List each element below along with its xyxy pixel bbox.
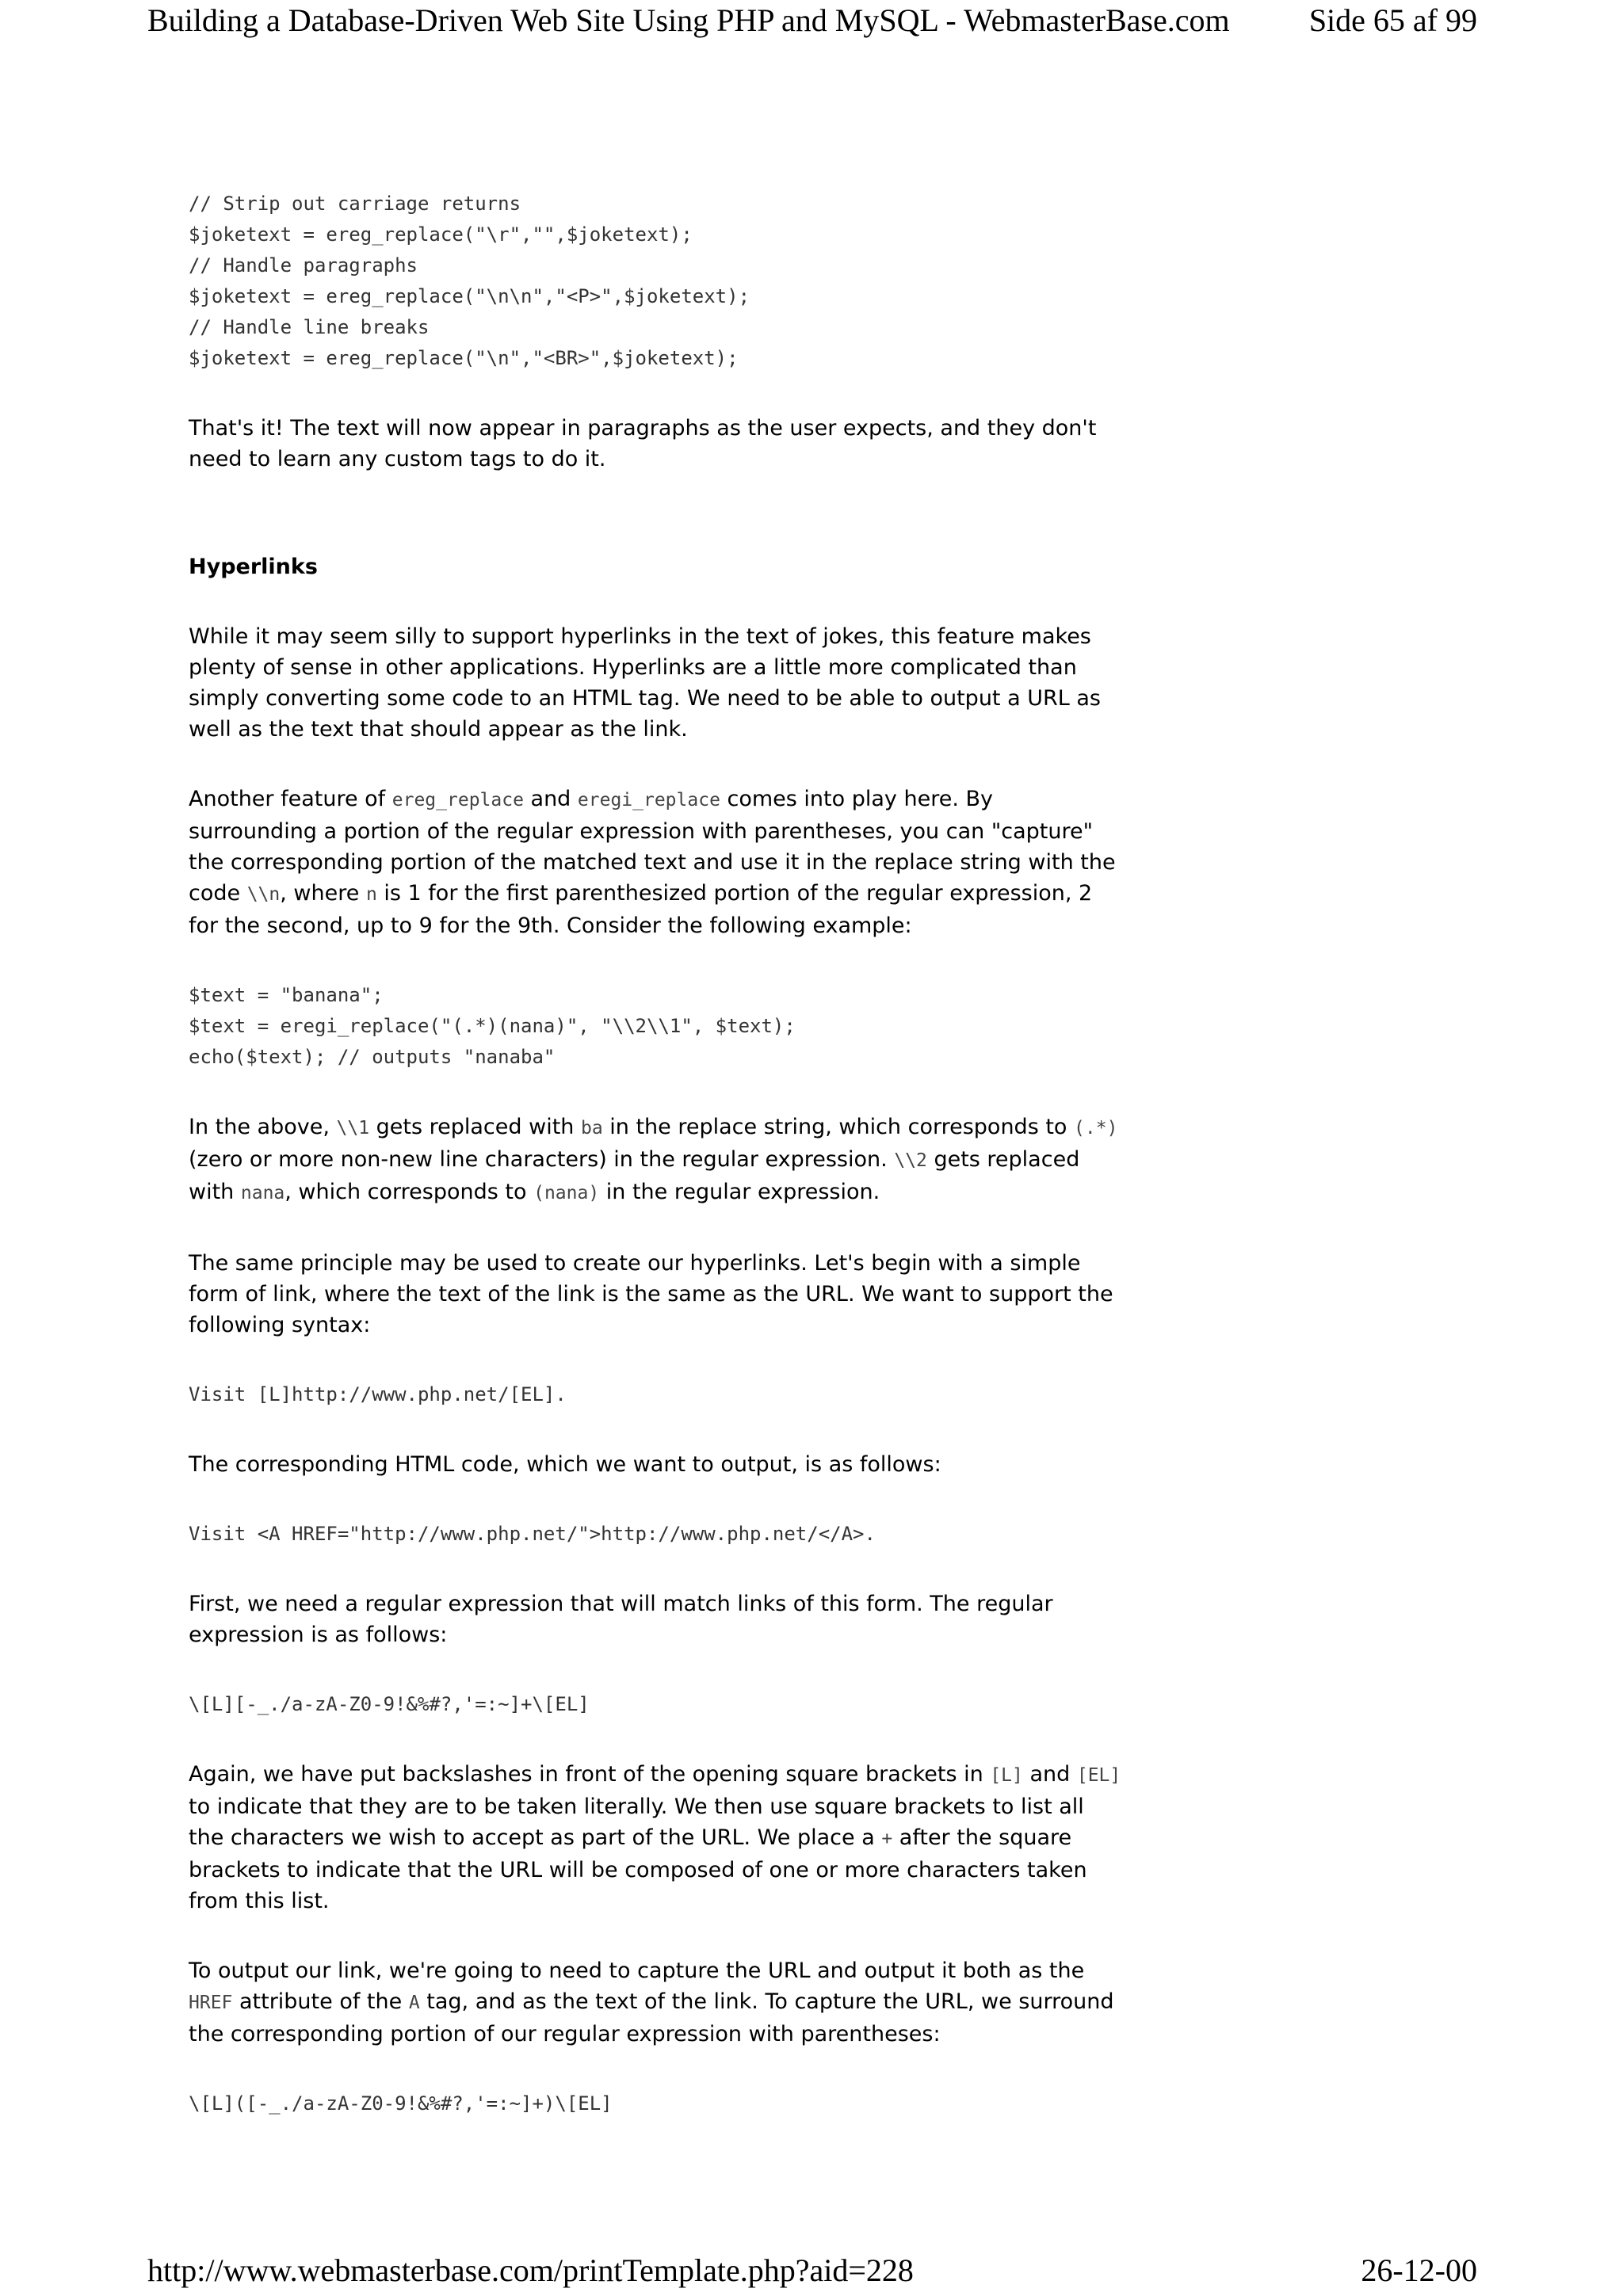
code-line: // Handle line breaks: [189, 316, 430, 338]
paragraph-capture-feature: Another feature of ereg_replace and eregi_replace comes into play here. By surrounding a portion of the regular expression with parentheses, you can "capture" the corresponding portion of the matched text and use it in the replace string with the code \\n, where n is 1 for the first parenthesized portion of the regular expression, 2 for the second, up to 9 for the 9th. Consider the following example:: [189, 787, 1116, 938]
code-html-output: Visit <A HREF="http://www.php.net/">http://www.php.net/</A>.: [189, 1523, 876, 1545]
paragraph-regex-intro: First, we need a regular expression that will match links of this form. The regular expression is as follows:: [189, 1592, 1053, 1647]
inline-code: [L]: [990, 1765, 1023, 1786]
paragraph-backslashes: Again, we have put backslashes in front of the opening square brackets in [L] and [EL] to indicate that they are to be taken literally. We then use square brackets to list all the characters we wish to accept as part of the URL. We place a + after the square brackets to indicate that the URL will be composed of one or more characters taken from this list.: [189, 1762, 1121, 1913]
code-block-line-breaks: [189, 189, 1124, 374]
footer-date: 26-12-00: [1361, 2252, 1477, 2288]
code-line: $joketext = ereg_replace("\r","",$joketext);: [189, 223, 693, 246]
code-line: echo($text); // outputs "nanaba": [189, 1046, 556, 1068]
page-header: [0, 0, 1623, 48]
inline-code: ba: [580, 1118, 603, 1138]
code-line: $joketext = ereg_replace("\n","<BR>",$joketext);: [189, 347, 739, 369]
paragraph-hyperlinks-intro: While it may seem silly to support hyperlinks in the text of jokes, this feature makes plenty of sense in other applications. Hyperlinks are a little more complicated than simply converting some code to an HTML tag. We need to be able to output a URL as well as the text that should appear as the link.: [189, 624, 1101, 742]
page-indicator: Side 65 af 99: [1308, 2, 1477, 38]
inline-code: +: [881, 1829, 893, 1849]
code-line: // Handle paragraphs: [189, 254, 418, 277]
page-footer: [0, 2252, 1623, 2296]
inline-code: \\n: [246, 884, 281, 905]
code-block-banana-example: [189, 980, 1124, 1073]
code-line: $text = "banana";: [189, 984, 384, 1006]
paragraph-thats-it: That's it! The text will now appear in paragraphs as the user expects, and they don't need to learn any custom tags to do it.: [189, 416, 1097, 471]
document-title: Building a Database-Driven Web Site Using PHP and MySQL - WebmasterBase.com: [147, 2, 1230, 38]
inline-code: \\1: [336, 1118, 370, 1138]
section-heading-hyperlinks: Hyperlinks: [189, 555, 318, 579]
paragraph-capture-url: To output our link, we're going to need to capture the URL and output it both as the HREF attribute of the A tag, and as the text of the link. To capture the URL, we surround the corresponding portion of our regular expression with parentheses:: [189, 1958, 1114, 2046]
inline-code: n: [365, 884, 377, 905]
inline-code: A: [408, 1993, 420, 2013]
article-body: [189, 189, 1124, 2119]
code-line: $joketext = ereg_replace("\n\n","<P>",$joketext);: [189, 285, 750, 307]
code-line: $text = eregi_replace("(.*)(nana)", "\\2\\1", $text);: [189, 1015, 796, 1037]
paragraph-banana-explanation: In the above, \\1 gets replaced with ba in the replace string, which corresponds to (.*) (zero or more non-new line characters) in the regular expression. \\2 gets replaced with nana, which corresponds to (nana) in the regular expression.: [189, 1115, 1118, 1204]
inline-code: \\2: [894, 1150, 927, 1171]
code-link-syntax: Visit [L]http://www.php.net/[EL].: [189, 1383, 567, 1405]
paragraph-html-output: The corresponding HTML code, which we want to output, is as follows:: [189, 1452, 941, 1477]
inline-code: [EL]: [1076, 1765, 1121, 1786]
inline-code: HREF: [189, 1993, 233, 2013]
code-regex-capture: \[L]([-_./a-zA-Z0-9!&%#?,'=:~]+)\[EL]: [189, 2092, 613, 2115]
inline-code: (.*): [1074, 1118, 1118, 1138]
footer-url: http://www.webmasterbase.com/printTemplate.php?aid=228: [147, 2252, 914, 2288]
inline-code: (nana): [533, 1183, 600, 1203]
paragraph-same-principle: The same principle may be used to create our hyperlinks. Let's begin with a simple form of link, where the text of the link is the same as the URL. We want to support the following syntax:: [189, 1251, 1113, 1337]
code-regex: \[L][-_./a-zA-Z0-9!&%#?,'=:~]+\[EL]: [189, 1693, 590, 1715]
inline-code: eregi_replace: [577, 790, 720, 810]
code-line: // Strip out carriage returns: [189, 193, 521, 215]
inline-code: ereg_replace: [391, 790, 524, 810]
inline-code: nana: [240, 1183, 285, 1203]
